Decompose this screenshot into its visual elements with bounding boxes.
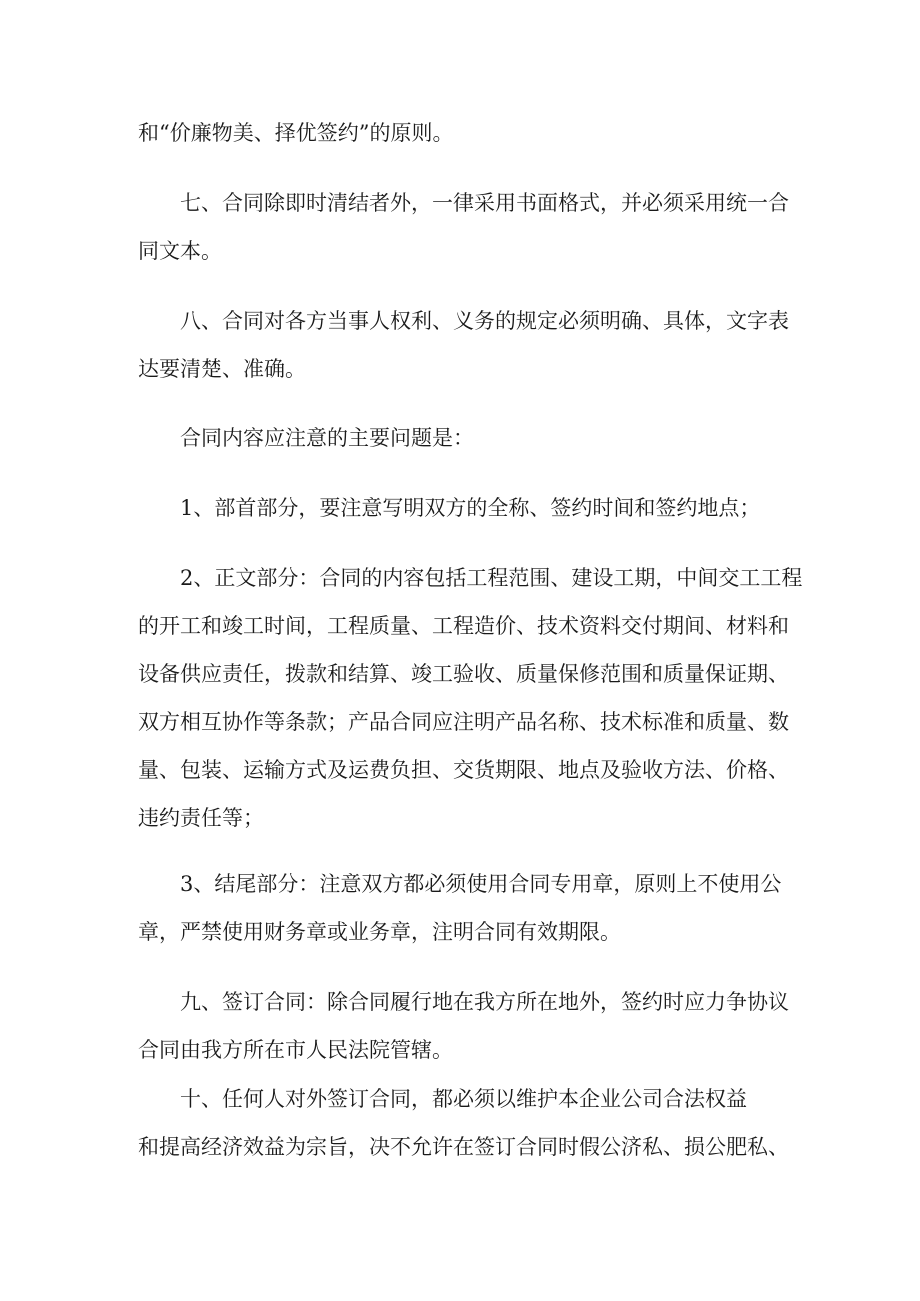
text-line: 和“价廉物美、择优签约”的原则。: [138, 121, 454, 145]
paragraph-ten: [138, 1075, 788, 1171]
text-line: 十、任何人对外签订合同，都必须以维护本企业公司合法权益: [180, 1087, 747, 1111]
paragraph-contract-issues: [138, 414, 788, 462]
text-line: 合同由我方所在市人民法院管辖。: [138, 1038, 453, 1062]
text-line: 设备供应责任，拨款和结算、竣工验收、质量保修范围和质量保证期、: [138, 662, 789, 686]
text-line: 同文本。: [138, 239, 222, 263]
text-line: 八、合同对各方当事人权利、义务的规定必须明确、具体，文字表: [180, 309, 789, 333]
text-line: 量、包装、运输方式及运费负担、交货期限、地点及验收方法、价格、: [138, 758, 789, 782]
paragraph-item-3: [138, 860, 788, 956]
text-line: 2、正文部分：合同的内容包括工程范围、建设工期，中间交工工程: [180, 566, 803, 590]
paragraph-principle-end: [138, 109, 788, 157]
paragraph-nine: [138, 978, 788, 1074]
text-line: 和提高经济效益为宗旨，决不允许在签订合同时假公济私、损公肥私、: [138, 1135, 789, 1159]
text-line: 3、结尾部分：注意双方都必须使用合同专用章，原则上不使用公: [180, 872, 782, 896]
paragraph-item-2: [138, 554, 803, 842]
text-line: 达要清楚、准确。: [138, 357, 306, 381]
text-line: 违约责任等；: [138, 806, 264, 830]
text-line: 的开工和竣工时间，工程质量、工程造价、技术资料交付期间、材料和: [138, 614, 789, 638]
text-line: 1、部首部分，要注意写明双方的全称、签约时间和签约地点；: [180, 496, 761, 520]
text-line: 九、签订合同：除合同履行地在我方所在地外，签约时应力争协议: [180, 990, 789, 1014]
text-line: 合同内容应注意的主要问题是：: [180, 426, 474, 450]
text-line: 七、合同除即时清结者外，一律采用书面格式，并必须采用统一合: [180, 191, 789, 215]
paragraph-item-1: [138, 484, 788, 532]
paragraph-eight: [138, 297, 788, 393]
text-line: 双方相互协作等条款；产品合同应注明产品名称、技术标准和质量、数: [138, 710, 789, 734]
paragraph-seven: [138, 179, 788, 275]
text-line: 章，严禁使用财务章或业务章，注明合同有效期限。: [138, 920, 621, 944]
